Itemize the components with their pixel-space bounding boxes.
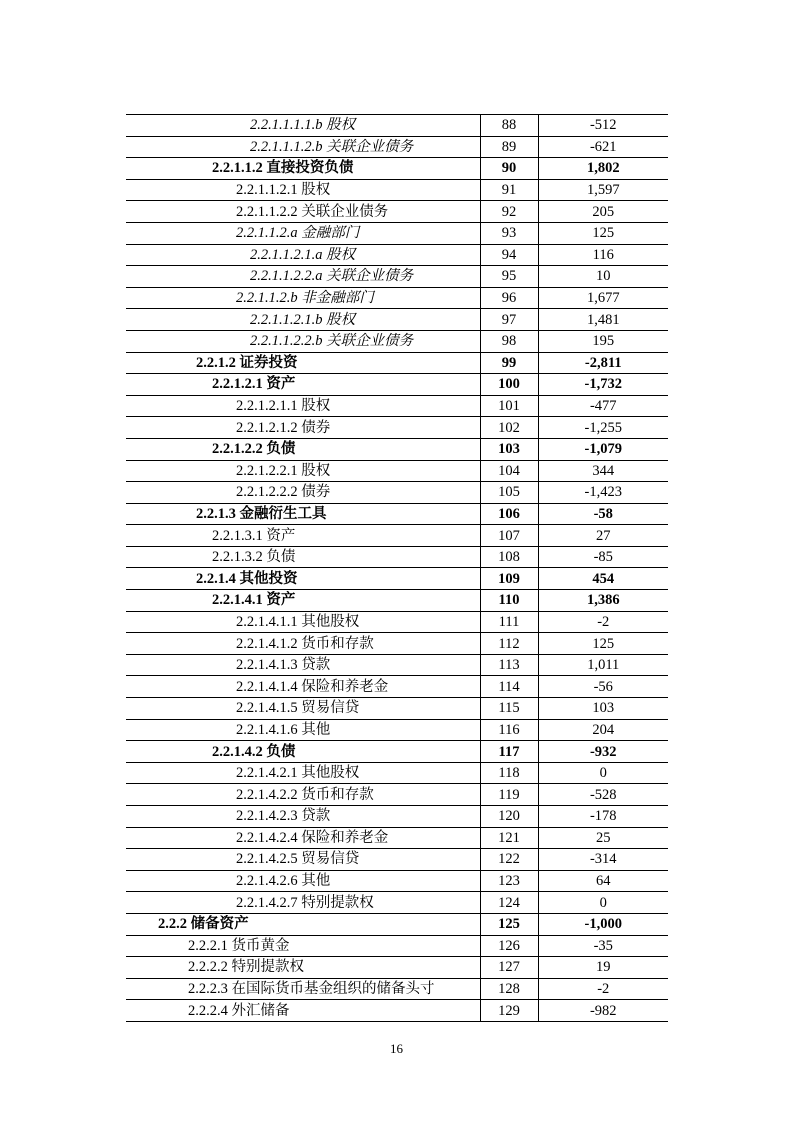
table-row	[126, 741, 668, 763]
table-row	[126, 957, 668, 979]
line-number: 101	[480, 395, 538, 417]
line-number: 107	[480, 525, 538, 547]
amount-value: 1,597	[538, 179, 668, 201]
line-number: 91	[480, 179, 538, 201]
amount-value: 344	[538, 460, 668, 482]
amount-value: -621	[538, 136, 668, 158]
amount-value: 64	[538, 870, 668, 892]
table-row	[126, 719, 668, 741]
line-number: 126	[480, 935, 538, 957]
line-number: 103	[480, 438, 538, 460]
line-number: 129	[480, 1000, 538, 1022]
item-label: 2.2.1.1.1.2.b 关联企业债务	[250, 138, 414, 155]
amount-value: -2	[538, 611, 668, 633]
item-label: 2.2.1.4.1.1 其他股权	[236, 613, 360, 630]
item-label: 2.2.1.1.2.2.a 关联企业债务	[250, 268, 414, 285]
line-number: 121	[480, 827, 538, 849]
line-number: 125	[480, 913, 538, 935]
amount-value: -1,000	[538, 913, 668, 935]
amount-value: -1,079	[538, 438, 668, 460]
amount-value: -56	[538, 676, 668, 698]
line-number: 102	[480, 417, 538, 439]
item-label: 2.2.2.4 外汇储备	[188, 1002, 290, 1019]
item-label: 2.2.1.4.2.6 其他	[236, 873, 331, 890]
item-label: 2.2.2 储备资产	[158, 916, 249, 933]
line-number: 89	[480, 136, 538, 158]
table-row	[126, 438, 668, 460]
item-label: 2.2.1.4 其他投资	[196, 570, 298, 587]
table-row	[126, 179, 668, 201]
item-label: 2.2.2.1 货币黄金	[188, 937, 290, 954]
item-label: 2.2.1.4.1.6 其他	[236, 721, 331, 738]
item-label: 2.2.1.4.1.3 贷款	[236, 657, 331, 674]
amount-value: -512	[538, 115, 668, 137]
table-row	[126, 525, 668, 547]
item-label: 2.2.1.2 证券投资	[196, 354, 298, 371]
item-label: 2.2.1.1.1.1.b 股权	[250, 117, 356, 134]
line-number: 90	[480, 158, 538, 180]
amount-value: 1,386	[538, 590, 668, 612]
table-row	[126, 158, 668, 180]
line-number: 88	[480, 115, 538, 137]
table-row	[126, 1000, 668, 1022]
table-row	[126, 309, 668, 331]
table-row	[126, 352, 668, 374]
line-number: 112	[480, 633, 538, 655]
line-number: 114	[480, 676, 538, 698]
amount-value: -314	[538, 849, 668, 871]
table-row	[126, 935, 668, 957]
line-number: 104	[480, 460, 538, 482]
table-row	[126, 849, 668, 871]
amount-value: 10	[538, 266, 668, 288]
table-row	[126, 590, 668, 612]
table-row	[126, 654, 668, 676]
item-label: 2.2.1.2.1 资产	[212, 376, 296, 393]
amount-value: 125	[538, 633, 668, 655]
line-number: 127	[480, 957, 538, 979]
amount-value: -85	[538, 546, 668, 568]
line-number: 109	[480, 568, 538, 590]
line-number: 113	[480, 654, 538, 676]
item-label: 2.2.1.4.1.5 贸易信贷	[236, 700, 360, 717]
item-label: 2.2.1.4.2.3 贷款	[236, 808, 331, 825]
amount-value: 195	[538, 330, 668, 352]
balance-of-payments-table	[126, 114, 668, 1022]
amount-value: -477	[538, 395, 668, 417]
amount-value: 116	[538, 244, 668, 266]
table-row	[126, 460, 668, 482]
amount-value: -932	[538, 741, 668, 763]
table-row	[126, 827, 668, 849]
table-row	[126, 892, 668, 914]
item-label: 2.2.1.1.2.2.b 关联企业债务	[250, 333, 414, 350]
item-label: 2.2.1.1.2.1.b 股权	[250, 311, 356, 328]
table-row	[126, 698, 668, 720]
table-row	[126, 417, 668, 439]
line-number: 95	[480, 266, 538, 288]
line-number: 116	[480, 719, 538, 741]
line-number: 128	[480, 978, 538, 1000]
amount-value: -1,732	[538, 374, 668, 396]
line-number: 100	[480, 374, 538, 396]
line-number: 111	[480, 611, 538, 633]
table-row	[126, 913, 668, 935]
table-row	[126, 611, 668, 633]
amount-value: 1,802	[538, 158, 668, 180]
line-number: 119	[480, 784, 538, 806]
line-number: 108	[480, 546, 538, 568]
line-number: 97	[480, 309, 538, 331]
table-row	[126, 676, 668, 698]
table-row	[126, 201, 668, 223]
item-label: 2.2.1.1.2.b 非金融部门	[236, 290, 374, 307]
table-row	[126, 222, 668, 244]
line-number: 106	[480, 503, 538, 525]
line-number: 117	[480, 741, 538, 763]
line-number: 124	[480, 892, 538, 914]
amount-value: -2	[538, 978, 668, 1000]
table-row	[126, 806, 668, 828]
line-number: 115	[480, 698, 538, 720]
amount-value: 1,481	[538, 309, 668, 331]
item-label: 2.2.2.3 在国际货币基金组织的储备头寸	[188, 981, 435, 998]
amount-value: 204	[538, 719, 668, 741]
line-number: 122	[480, 849, 538, 871]
table-row	[126, 503, 668, 525]
table-row	[126, 136, 668, 158]
table-row	[126, 266, 668, 288]
amount-value: 125	[538, 222, 668, 244]
amount-value: 19	[538, 957, 668, 979]
line-number: 94	[480, 244, 538, 266]
amount-value: -35	[538, 935, 668, 957]
table-row	[126, 762, 668, 784]
table-row	[126, 870, 668, 892]
amount-value: -528	[538, 784, 668, 806]
item-label: 2.2.1.4.2 负债	[212, 743, 296, 760]
item-label: 2.2.1.2.2.1 股权	[236, 462, 331, 479]
amount-value: 103	[538, 698, 668, 720]
item-label: 2.2.1.2.2.2 债券	[236, 484, 331, 501]
page-number: 16	[390, 1041, 403, 1056]
item-label: 2.2.1.4.2.5 贸易信贷	[236, 851, 360, 868]
item-label: 2.2.1.4.2.7 特别提款权	[236, 894, 374, 911]
amount-value: 27	[538, 525, 668, 547]
table-row	[126, 546, 668, 568]
line-number: 123	[480, 870, 538, 892]
item-label: 2.2.1.2.2 负债	[212, 441, 296, 458]
line-number: 99	[480, 352, 538, 374]
table-row	[126, 784, 668, 806]
table-body	[126, 115, 668, 1022]
line-number: 92	[480, 201, 538, 223]
item-label: 2.2.1.4.1.2 货币和存款	[236, 635, 374, 652]
item-label: 2.2.1.1.2.1 股权	[236, 182, 331, 199]
table-row	[126, 395, 668, 417]
line-number: 120	[480, 806, 538, 828]
line-number: 110	[480, 590, 538, 612]
amount-value: -58	[538, 503, 668, 525]
amount-value: 25	[538, 827, 668, 849]
item-label: 2.2.1.2.1.2 债券	[236, 419, 331, 436]
table-row	[126, 287, 668, 309]
item-label: 2.2.1.1.2.1.a 股权	[250, 246, 356, 263]
amount-value: -1,255	[538, 417, 668, 439]
amount-value: 0	[538, 762, 668, 784]
item-label: 2.2.1.1.2.a 金融部门	[236, 225, 360, 242]
amount-value: -1,423	[538, 482, 668, 504]
item-label: 2.2.1.2.1.1 股权	[236, 398, 331, 415]
item-label: 2.2.1.1.2 直接投资负债	[212, 160, 354, 177]
item-label: 2.2.1.4.1.4 保险和养老金	[236, 678, 389, 695]
item-label: 2.2.1.1.2.2 关联企业债务	[236, 203, 389, 220]
line-number: 96	[480, 287, 538, 309]
item-label: 2.2.2.2 特别提款权	[188, 959, 304, 976]
item-label: 2.2.1.4.1 资产	[212, 592, 296, 609]
amount-value: 205	[538, 201, 668, 223]
item-label: 2.2.1.4.2.4 保险和养老金	[236, 829, 389, 846]
table-row	[126, 482, 668, 504]
amount-value: -982	[538, 1000, 668, 1022]
amount-value: 0	[538, 892, 668, 914]
table-row	[126, 374, 668, 396]
item-label: 2.2.1.3.1 资产	[212, 527, 296, 544]
item-label: 2.2.1.4.2.1 其他股权	[236, 765, 360, 782]
line-number: 105	[480, 482, 538, 504]
table-row	[126, 978, 668, 1000]
table-row	[126, 568, 668, 590]
amount-value: 454	[538, 568, 668, 590]
line-number: 93	[480, 222, 538, 244]
item-label: 2.2.1.4.2.2 货币和存款	[236, 786, 374, 803]
amount-value: -178	[538, 806, 668, 828]
line-number: 118	[480, 762, 538, 784]
table-row	[126, 244, 668, 266]
amount-value: 1,011	[538, 654, 668, 676]
amount-value: -2,811	[538, 352, 668, 374]
item-label: 2.2.1.3 金融衍生工具	[196, 505, 327, 522]
item-label: 2.2.1.3.2 负债	[212, 549, 296, 566]
amount-value: 1,677	[538, 287, 668, 309]
table-row	[126, 330, 668, 352]
line-number: 98	[480, 330, 538, 352]
table-row	[126, 115, 668, 137]
table-row	[126, 633, 668, 655]
